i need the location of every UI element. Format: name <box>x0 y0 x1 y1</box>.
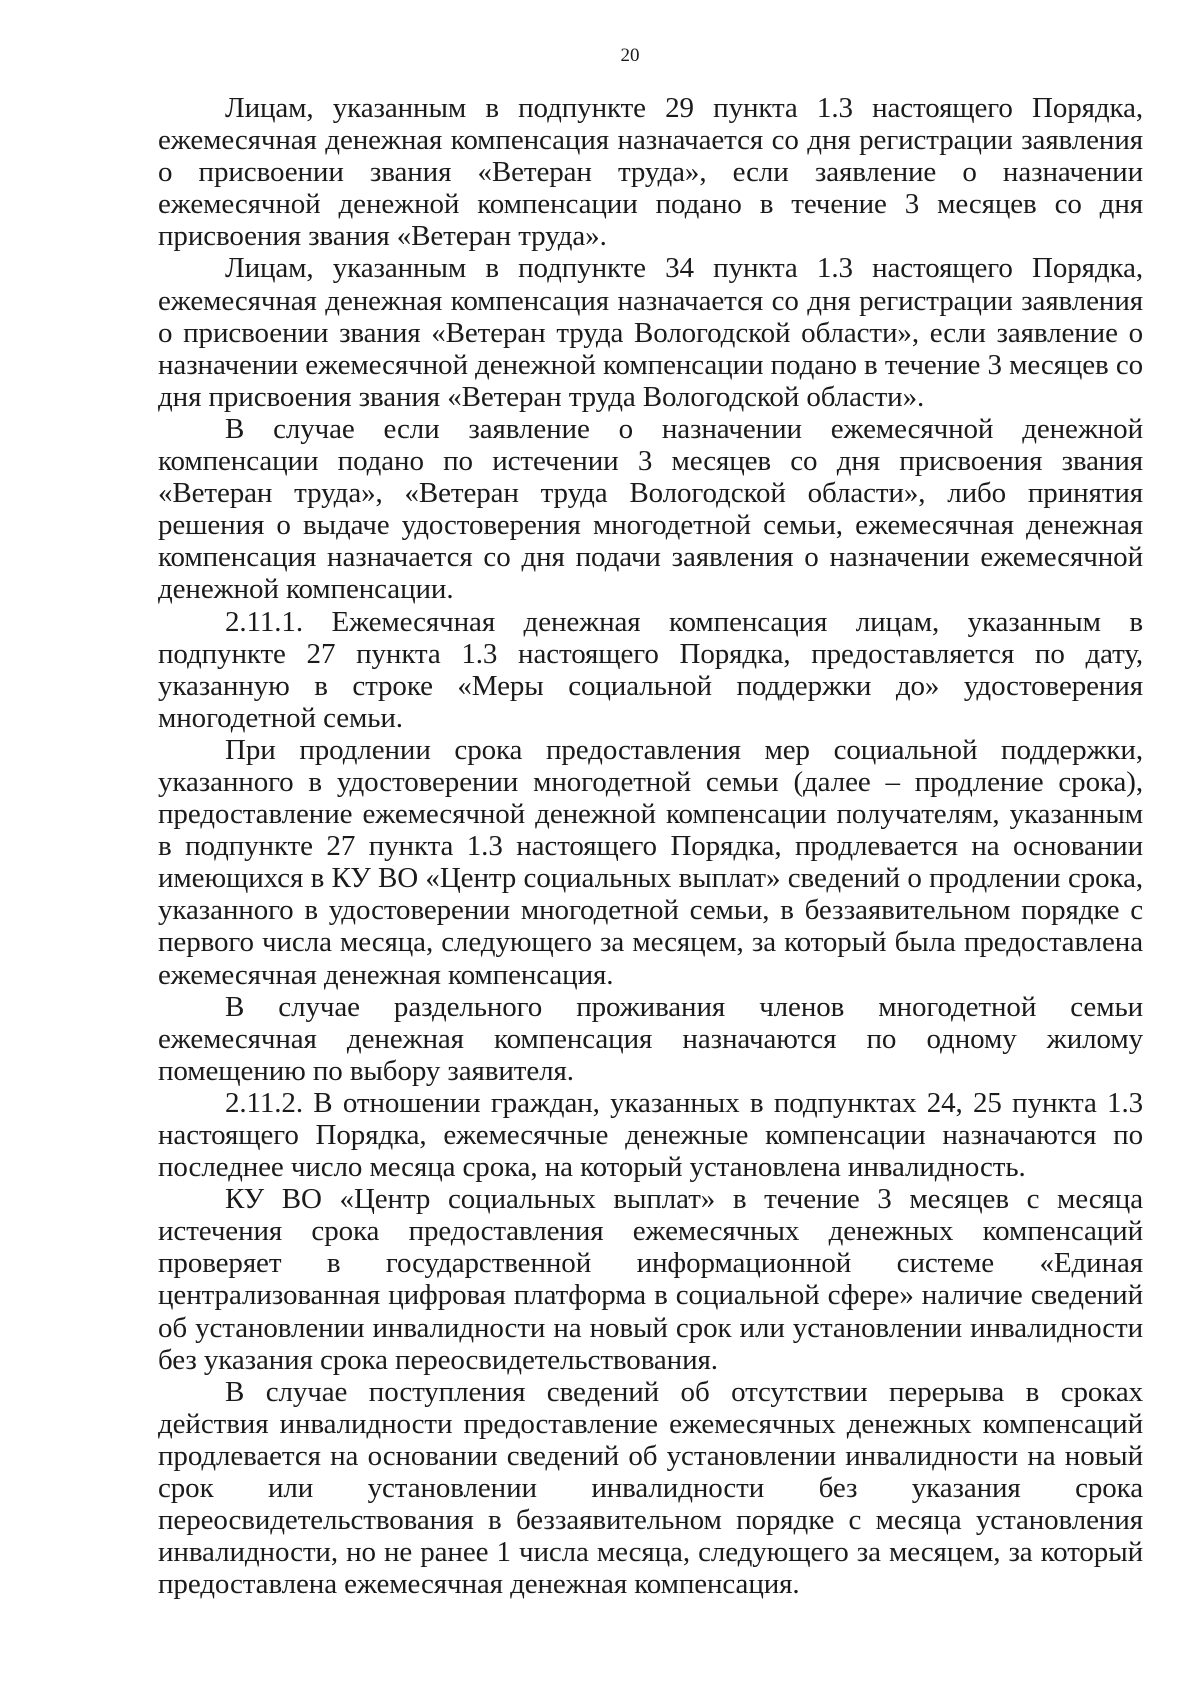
paragraph-3: В случае если заявление о назначении ежемесячной денежной компенсации подано по истечении 3 месяцев со дня присвоения звания «Ветеран труда», «Ветеран труда Вологодской области», либо принятия решения о выдаче удостоверения многодетной семьи, ежемесячная денежная компенсация назначается со дня подачи заявления о назначении ежемесячной денежной компенсации. <box>158 412 1143 606</box>
paragraph-5: При продлении срока предоставления мер социальной поддержки, указанного в удостоверении многодетной семьи (далее – продление срока), предоставление ежемесячной денежной компенсации получателям, указанным в подпункте 27 пункта 1.3 настоящего Порядка, продлевается на основании имеющихся в КУ ВО «Центр социальных выплат» сведений о продлении срока, указанного в удостоверении многодетной семьи, в беззаявительном порядке с первого числа месяца, следующего за месяцем, за который была предоставлена ежемесячная денежная компенсация. <box>158 733 1143 991</box>
paragraph-2: Лицам, указанным в подпункте 34 пункта 1.3 настоящего Порядка, ежемесячная денежная компенсация назначается со дня регистрации заявления о присвоении звания «Ветеран труда Вологодской области», если заявление о назначении ежемесячной денежной компенсации подано в течение 3 месяцев со дня присвоения звания «Ветеран труда Вологодской области». <box>158 252 1143 413</box>
paragraph-7: 2.11.2. В отношении граждан, указанных в подпунктах 24, 25 пункта 1.3 настоящего Порядка, ежемесячные денежные компенсации назначаются по последнее число месяца срока, на который установлена инвалидность. <box>158 1086 1143 1184</box>
paragraph-9: В случае поступления сведений об отсутствии перерыва в сроках действия инвалидности предоставление ежемесячных денежных компенсаций продлевается на основании сведений об установлении инвалидности на новый срок или установлении инвалидности без указания срока переосвидетельствования в беззаявительном порядке с месяца установления инвалидности, но не ранее 1 числа месяца, следующего за месяцем, за который предоставлена ежемесячная денежная компенсация. <box>158 1375 1143 1601</box>
page-number: 20 <box>620 45 640 66</box>
paragraph-4: 2.11.1. Ежемесячная денежная компенсация лицам, указанным в подпункте 27 пункта 1.3 настоящего Порядка, предоставляется по дату, указанную в строке «Меры социальной поддержки до» удостоверения многодетной семьи. <box>158 605 1143 734</box>
paragraph-6: В случае раздельного проживания членов многодетной семьи ежемесячная денежная компенсация назначаются по одному жилому помещению по выбору заявителя. <box>158 990 1143 1087</box>
paragraph-1: Лицам, указанным в подпункте 29 пункта 1.3 настоящего Порядка, ежемесячная денежная компенсация назначается со дня регистрации заявления о присвоении звания «Ветеран труда», если заявление о назначении ежемесячной денежной компенсации подано в течение 3 месяцев со дня присвоения звания «Ветеран труда». <box>158 92 1143 253</box>
document-body <box>158 92 1143 1600</box>
paragraph-8: КУ ВО «Центр социальных выплат» в течение 3 месяцев с месяца истечения срока предоставления ежемесячных денежных компенсаций проверяет в государственной информационной системе «Единая централизованная цифровая платформа в социальной сфере» наличие сведений об установлении инвалидности на новый срок или установлении инвалидности без указания срока переосвидетельствования. <box>158 1183 1143 1376</box>
